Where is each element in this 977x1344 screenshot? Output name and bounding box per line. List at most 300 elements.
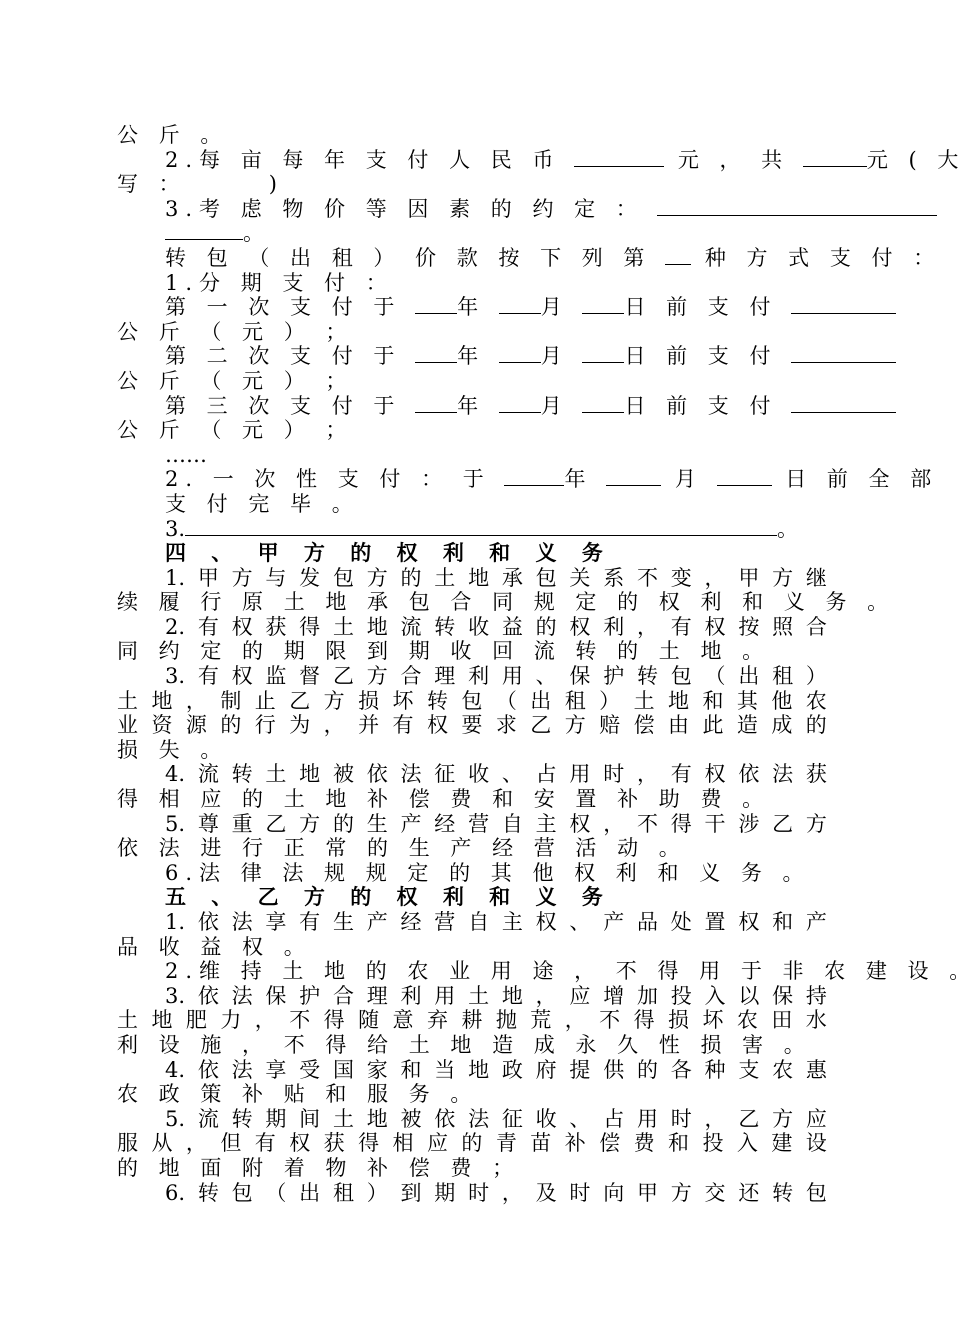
text-char: 和 [702,688,724,713]
fill-blank [791,295,896,314]
text-char: ） [599,688,621,713]
text-char: 主 [535,811,557,836]
lump-sum-line [117,467,939,492]
text-char: 耕 [461,1008,483,1033]
text-char: 供 [603,1057,625,1082]
text-char: 到 [400,1180,422,1205]
text-char: 依 [434,1106,456,1131]
text-char: 乙 [738,1106,760,1131]
text-char: 时 [670,1106,692,1131]
text-char: 地 [468,1057,490,1082]
text-line: 公 斤 （ 元 ） ； [117,368,354,393]
text-char: 用 [501,664,523,689]
text-segment: 日 前 支 付 [624,393,778,418]
text-char: 租 [772,664,794,689]
text-char: 利 [603,614,625,639]
text-char: 承 [501,565,523,590]
text-char: 享 [265,1057,287,1082]
text-segment: 元 ， 共 [677,147,790,172]
text-char: 乙 [530,713,552,738]
text-char: 转 [636,664,658,689]
text-char: 资 [151,713,173,738]
text-segment: 年 [457,393,486,418]
text-char: 的 [636,1057,658,1082]
text-char: 及 [535,1180,557,1205]
fill-blank [803,148,867,167]
text-char: ， [636,762,658,787]
fill-blank [791,394,896,413]
text-char: 从 [151,1131,173,1156]
text-char: 造 [736,713,758,738]
text-char: ， [636,614,658,639]
text-char: 方 [231,565,253,590]
paragraph-line [117,812,827,837]
text-char: 为 [289,713,311,738]
fill-blank [504,467,564,486]
text-char: 督 [299,664,321,689]
text-char: 益 [501,614,523,639]
text-char: 包 [461,688,483,713]
text-char: 权 [569,614,591,639]
text-segment: 2. 一 次 性 支 付 ： 于 [165,467,491,492]
text-char: 依 [197,910,219,934]
text-char: 行 [254,713,276,738]
text-char: ， [535,983,557,1008]
text-char: 包 [332,565,354,590]
text-line: 支 付 完 毕 。 [165,491,360,516]
fill-blank [499,295,541,314]
text-char: 有 [670,614,692,639]
text-char: 与 [265,565,287,590]
paragraph-line: 2.维 持 土 地 的 农 业 用 途 ， 不 得 用 于 非 农 建 设 。 [165,959,977,984]
text-char: 理 [366,983,388,1008]
text-char: 有 [392,713,414,738]
text-char: 、 [569,910,591,934]
fill-blank [415,394,457,413]
text-char: ， [704,565,726,590]
text-char: 的 [400,565,422,590]
text-char: ， [323,713,345,738]
text-char: 品 [636,910,658,934]
text-char: 依 [738,762,760,787]
text-char: 保 [265,983,287,1008]
text-char: 合 [400,664,422,689]
text-char: 地 [366,614,388,639]
text-segment: 转 包 （ 出 租 ） 价 款 按 下 列 第 [165,245,652,270]
text-segment: 元 ( 大 [866,147,966,172]
text-char: ， [564,1008,586,1033]
text-segment: 年 [564,467,593,492]
text-char: 服 [117,1131,138,1156]
text-segment: 日 前 全 部 [785,467,939,492]
paragraph-line: 同 约 定 的 期 限 到 期 收 回 流 转 的 土 地 。 [117,639,771,664]
text-char: 乙 [332,664,354,689]
installment-1-line [117,295,827,320]
text-char: 6. [165,1180,186,1205]
paragraph-line: 依 法 进 行 正 常 的 生 产 经 营 活 动 。 [117,836,687,861]
text-char: 和 [668,1131,689,1156]
text-char: 出 [738,664,760,689]
text-char: 赔 [599,713,621,738]
text-segment: 第 三 次 支 付 于 [165,393,402,418]
text-char: 坏 [702,1008,724,1033]
text-char: 获 [265,614,287,639]
fill-blank [185,517,777,536]
text-char: 获 [805,762,827,787]
text-char: 合 [332,983,354,1008]
text-char: 有 [670,762,692,787]
fill-blank [165,221,243,240]
text-char: 变 [670,565,692,590]
text-char: 荒 [530,1008,552,1033]
section-heading: 四 、 甲 方 的 权 利 和 义 务 [165,540,612,566]
text-char: 土 [332,614,354,639]
text-char: 收 [468,614,490,639]
text-char: 地 [299,762,321,787]
text-char: 理 [434,664,456,689]
text-char: 府 [535,1057,557,1082]
text-char: 转 [231,762,253,787]
text-char: 获 [323,1131,345,1156]
payment-method-line [117,245,942,271]
text-char: 偿 [599,1131,621,1156]
paragraph-line: 损 失 。 [117,737,229,762]
text-char: 制 [220,688,242,713]
paragraph-line [117,910,827,935]
text-char: 应 [569,983,591,1008]
text-char: 甲 [197,565,219,590]
fill-blank [606,467,661,486]
text-segment: 月 [540,344,569,369]
text-char: 用 [434,983,456,1008]
text-line: 写 ： ) [117,172,284,197]
text-char: 产 [366,910,388,934]
text-char: 方 [366,565,388,590]
text-char: 加 [636,983,658,1008]
text-char: 转 [231,1106,253,1131]
text-segment: 第 二 次 支 付 于 [165,344,402,369]
text-char: ， [603,811,625,836]
text-char: 的 [461,1131,483,1156]
text-char: 5. [165,1106,186,1131]
text-char: 的 [805,713,827,738]
text-char: 的 [220,713,242,738]
text-char: 法 [231,1057,253,1082]
text-char: 弃 [426,1008,448,1033]
text-char: 主 [501,910,523,934]
text-char: 营 [434,910,456,934]
text-char: 甲 [636,1180,658,1205]
text-char: 支 [738,1057,760,1082]
fill-blank [415,344,457,363]
text-char: 水 [805,1008,827,1033]
text-char: 经 [400,910,422,934]
text-char: 土 [633,688,655,713]
text-char: 被 [332,762,354,787]
text-char: 田 [771,1008,793,1033]
text-char: 权 [289,1131,311,1156]
text-char: 有 [299,910,321,934]
text-char: 、 [569,1106,591,1131]
text-char: 此 [702,713,724,738]
installment-3-line [117,394,827,419]
text-char: 法 [772,762,794,787]
text-char: 止 [254,688,276,713]
text-char: 的 [535,614,557,639]
text-char: 损 [358,688,380,713]
text-char: 土 [468,983,490,1008]
text-char: 合 [805,614,827,639]
text-segment: 种 方 式 支 付 ： [704,245,942,270]
text-char: 还 [738,1180,760,1205]
text-char: 补 [564,1131,586,1156]
text-char: 得 [358,1131,380,1156]
text-char: 2. [165,614,186,639]
text-segment: 日 前 支 付 [624,344,778,369]
text-char: 相 [392,1131,414,1156]
text-char: 继 [805,565,827,590]
text-char: 坏 [392,688,414,713]
text-char: 自 [501,811,523,836]
text-char: 建 [771,1131,793,1156]
text-char: 租 [332,1180,354,1205]
text-char: 时 [569,1180,591,1205]
text-char: 权 [535,910,557,934]
text-char: 流 [197,762,219,787]
fill-blank [665,246,691,265]
text-char: ， [185,688,207,713]
payment-per-mu-line [117,147,966,173]
text-char: 重 [231,811,253,836]
section-heading: 五 、 乙 方 的 权 利 和 义 务 [165,884,612,910]
text-segment: 3. [165,516,186,541]
text-char: 土 [434,565,456,590]
text-char: ， [254,1008,276,1033]
text-char: 包 [535,565,557,590]
text-char: 权 [231,614,253,639]
text-char: 土 [265,762,287,787]
text-char: 不 [636,565,658,590]
text-char: 转 [197,1180,219,1205]
text-char: 不 [599,1008,621,1033]
text-char: 损 [668,1008,689,1033]
text-char: ， [501,1180,523,1205]
text-char: 国 [332,1057,354,1082]
text-char: 权 [231,664,253,689]
text-char: 以 [738,983,760,1008]
text-char: 间 [299,1106,321,1131]
text-char: 得 [633,1008,655,1033]
text-char: 依 [366,762,388,787]
text-char: 方 [772,565,794,590]
text-char: 费 [633,1131,655,1156]
text-char: 按 [738,614,760,639]
fill-blank [499,344,541,363]
text-char: 当 [434,1057,456,1082]
text-char: 1. [165,565,186,590]
text-char: 产 [805,910,827,934]
text-char: 依 [197,983,219,1008]
text-segment: 月 [674,467,703,492]
text-char: 权 [704,762,726,787]
paragraph-line [117,984,827,1009]
text-char: 4. [165,1057,186,1082]
text-char: 1. [165,910,186,934]
text-char: 保 [772,983,794,1008]
other-payment-line [117,517,827,542]
text-char: 提 [569,1057,591,1082]
text-segment: 月 [540,393,569,418]
text-segment: 月 [540,295,569,320]
text-char: ， [704,1106,726,1131]
paragraph-line [117,689,827,714]
fill-blank [574,148,664,167]
text-char: 发 [299,565,321,590]
text-char: 和 [400,1057,422,1082]
text-segment: 年 [457,295,486,320]
text-char: 营 [468,811,490,836]
text-char: 出 [530,688,552,713]
text-char: 被 [400,1106,422,1131]
text-line: 公 斤 。 [117,123,229,147]
text-char: 利 [468,664,490,689]
installment-2-line [117,344,827,369]
paragraph-line [117,1008,827,1033]
text-segment: 第 一 次 支 付 于 [165,295,402,320]
text-char: 方 [323,688,345,713]
text-char: 甲 [738,565,760,590]
text-char: 成 [771,713,793,738]
text-char: 力 [220,1008,242,1033]
text-char: 土 [117,1008,138,1033]
text-char: 监 [265,664,287,689]
text-char: 青 [495,1131,517,1156]
text-char: ） [805,664,827,689]
text-char: 有 [254,1131,276,1156]
text-char: ， [185,1131,207,1156]
paragraph-line [117,1181,827,1206]
paragraph-line [117,762,827,787]
text-char: 护 [603,664,625,689]
text-char: 时 [468,1180,490,1205]
text-char: 要 [461,713,483,738]
text-char: 家 [366,1057,388,1082]
text-segment: 3.考 虑 物 价 等 因 素 的 约 定 ： [165,196,644,221]
paragraph-line: 得 相 应 的 土 地 补 偿 费 和 安 置 补 助 费 。 [117,787,771,812]
text-char: 和 [772,910,794,934]
text-char: 3. [165,983,186,1008]
text-char: 4. [165,762,186,787]
text-char: 权 [704,614,726,639]
text-char: 、 [501,762,523,787]
text-char: 处 [670,910,692,934]
text-char: 他 [771,688,793,713]
text-char: 占 [535,762,557,787]
text-char: 占 [603,1106,625,1131]
text-char: 肥 [185,1008,207,1033]
text-line: 公 斤 （ 元 ） ； [117,319,354,344]
text-char: 3. [165,664,186,689]
text-char: 入 [704,983,726,1008]
text-char: 权 [738,910,760,934]
text-char: 转 [772,1180,794,1205]
text-char: 随 [358,1008,380,1033]
text-char: （ [704,664,726,689]
text-char: 受 [299,1057,321,1082]
price-factor-line-2 [117,221,827,246]
text-char: 生 [366,811,388,836]
text-char: 投 [702,1131,724,1156]
text-char: 期 [434,1180,456,1205]
text-char: 用 [569,762,591,787]
text-char: 保 [569,664,591,689]
text-char: 方 [670,1180,692,1205]
text-char: 涉 [738,811,760,836]
text-char: 增 [603,983,625,1008]
text-char: 的 [332,811,354,836]
text-char: 权 [569,811,591,836]
text-char: 农 [772,1057,794,1082]
text-char: 征 [434,762,456,787]
text-segment: 日 前 支 付 [624,295,778,320]
text-char: 关 [569,565,591,590]
text-char: 土 [332,1106,354,1131]
text-char: 乙 [265,811,287,836]
text-char: 、 [535,664,557,689]
text-char: 流 [400,614,422,639]
text-char: 法 [231,983,253,1008]
text-char: 向 [603,1180,625,1205]
text-char: 源 [185,713,207,738]
text-char: 偿 [633,713,655,738]
text-char: 地 [668,688,689,713]
text-char: 应 [426,1131,448,1156]
text-char: 利 [400,983,422,1008]
fill-blank [582,344,624,363]
text-segment: 年 [457,344,486,369]
text-char: 得 [670,811,692,836]
text-char: 政 [501,1057,523,1082]
text-char: 种 [704,1057,726,1082]
text-char: 出 [299,1180,321,1205]
document-page [117,123,977,1205]
text-char: 权 [426,713,448,738]
text-char: 各 [670,1057,692,1082]
text-char: 但 [220,1131,242,1156]
text-char: 经 [434,811,456,836]
text-char: （ [495,688,517,713]
text-char: 转 [434,614,456,639]
paragraph-line: 6.法 律 法 规 规 定 的 其 他 权 利 和 义 务 。 [165,860,811,885]
text-char: 法 [400,762,422,787]
text-char: 自 [468,910,490,934]
fill-blank [791,344,896,363]
text-char: 方 [772,1106,794,1131]
price-factor-line [117,197,827,222]
text-char: 产 [400,811,422,836]
text-char: 方 [805,811,827,836]
text-char: 交 [704,1180,726,1205]
text-char: 征 [501,1106,523,1131]
text-char: 投 [670,983,692,1008]
text-char: 业 [117,713,138,738]
text-char: 设 [805,1131,827,1156]
paragraph-line [117,615,827,640]
text-char: 干 [704,811,726,836]
paragraph-line [117,1058,827,1083]
fill-blank [415,295,457,314]
text-char: 不 [289,1008,311,1033]
